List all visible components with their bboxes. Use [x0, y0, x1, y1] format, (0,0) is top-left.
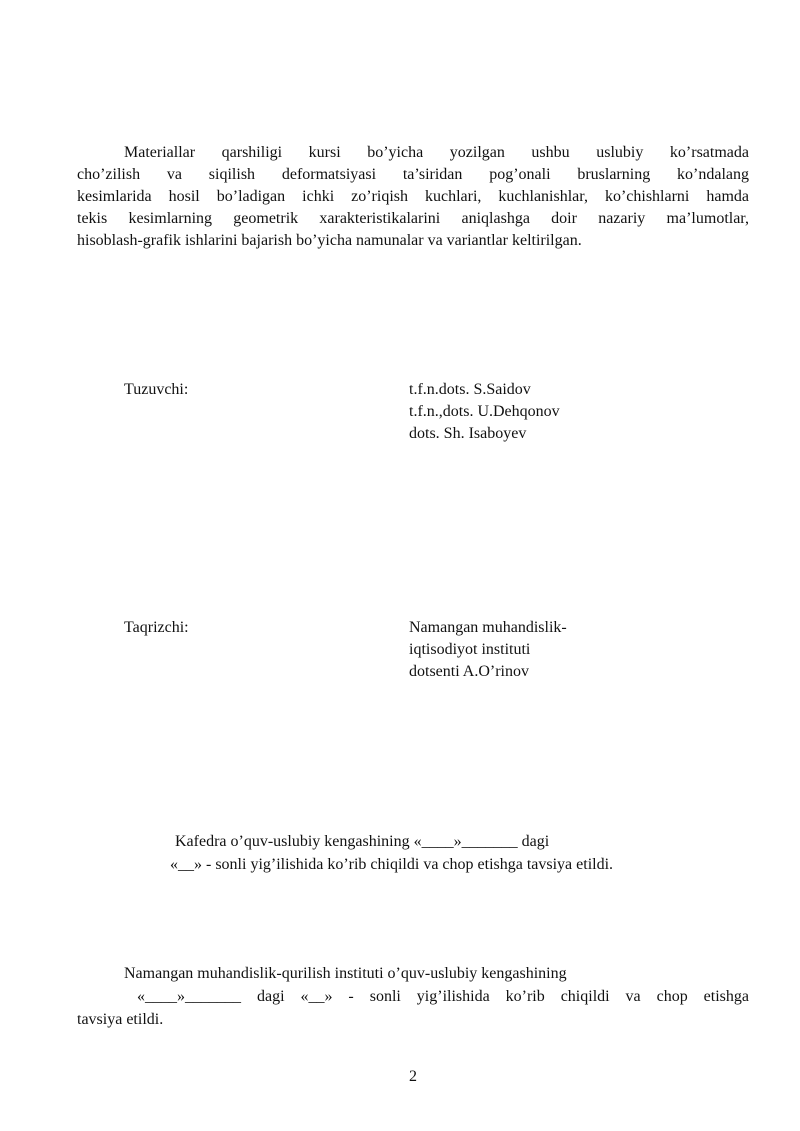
department-approval-line2: «__» - sonli yig’ilishida ko’rib chiqildi va chop etishga tavsiya etildi.	[170, 856, 614, 873]
abstract-line: hisoblash-grafik ishlarini bajarish bo’yicha namunalar va variantlar keltirilgan.	[77, 232, 582, 249]
page-number: 2	[409, 1068, 417, 1085]
author-name: t.f.n.,dots. U.Dehqonov	[409, 403, 560, 420]
authors-list	[409, 379, 560, 445]
abstract-paragraph	[77, 142, 749, 252]
abstract-line: Materiallar qarshiligi kursi bo’yicha yozilgan ushbu uslubiy ko’rsatmada	[124, 144, 749, 161]
institute-approval-line3: tavsiya etildi.	[77, 1011, 164, 1028]
author-name: t.f.n.dots. S.Saidov	[409, 381, 531, 398]
abstract-line: tekis kesimlarning geometrik xarakteristikalarini aniqlashga doir nazariy ma’lumotlar,	[77, 210, 749, 227]
institute-approval-line2-text: «____»_______ dagi «__» - sonli yig’ilishida ko’rib chiqildi va chop etishga	[137, 988, 749, 1005]
abstract-line: cho’zilish va siqilish deformatsiyasi ta’siridan pog’onali bruslarning ko’ndalang	[77, 166, 749, 183]
reviewer-line: iqtisodiyot instituti	[409, 641, 531, 658]
reviewer-line: Namangan muhandislik-	[409, 619, 567, 636]
reviewer-label: Taqrizchi:	[124, 619, 189, 636]
authors-label: Tuzuvchi:	[124, 381, 189, 398]
institute-approval-line1: Namangan muhandislik-qurilish instituti o’quv-uslubiy kengashining	[124, 965, 567, 982]
department-approval-line1: Kafedra o’quv-uslubiy kengashining «____»_______ dagi	[175, 833, 550, 850]
reviewer-line: dotsenti A.O’rinov	[409, 663, 529, 680]
abstract-line: kesimlarida hosil bo’ladigan ichki zo’riqish kuchlari, kuchlanishlar, ko’chishlarni hamda	[77, 188, 749, 205]
author-name: dots. Sh. Isaboyev	[409, 425, 527, 442]
institute-approval-line2	[137, 986, 749, 1008]
reviewer-info	[409, 617, 567, 683]
